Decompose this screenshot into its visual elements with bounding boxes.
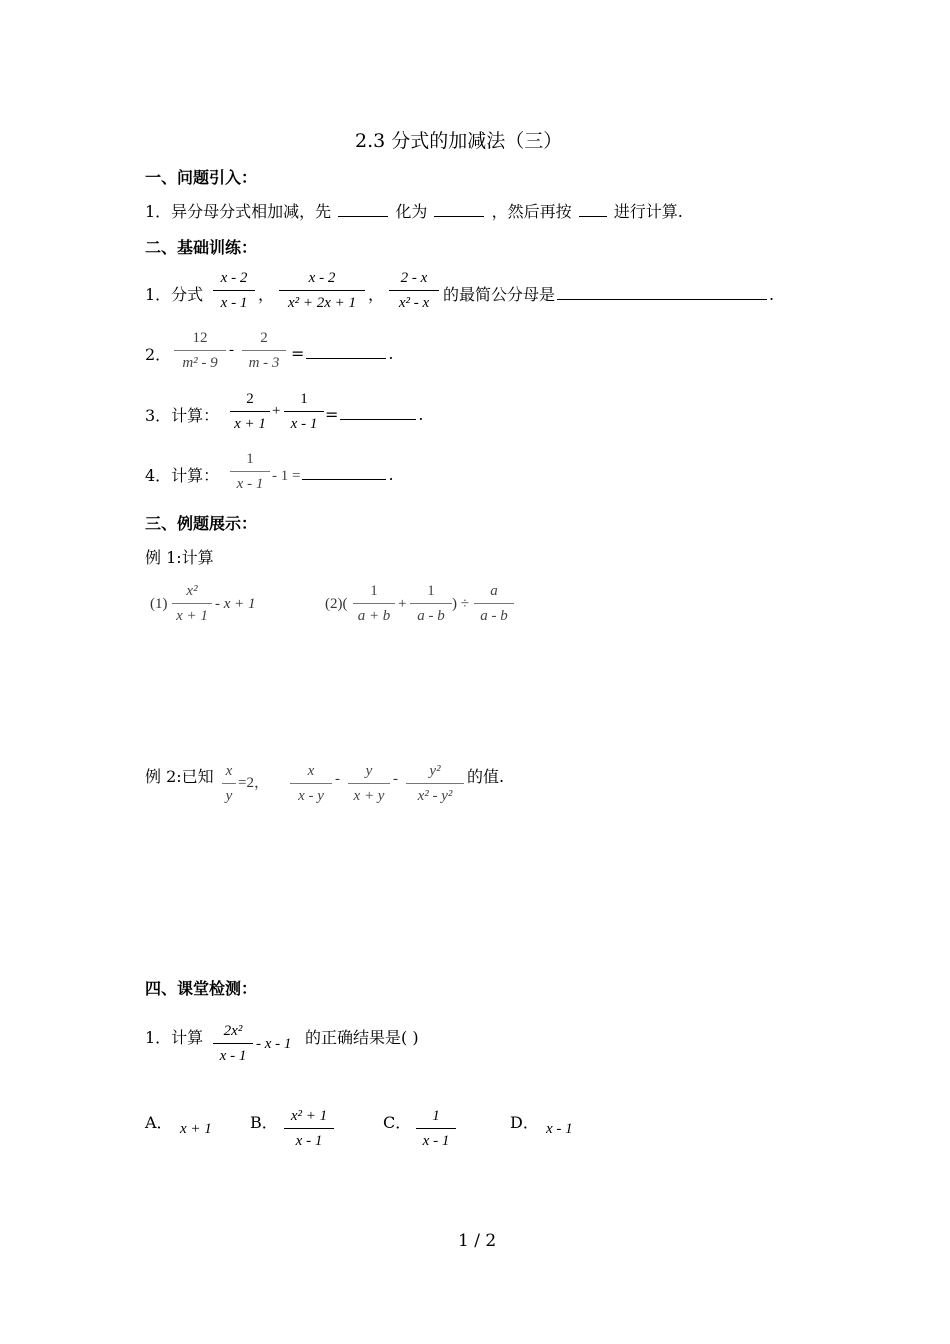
fraction: y² x² - y² <box>406 760 464 807</box>
option-a-value[interactable]: x + 1 <box>180 1121 212 1137</box>
answer-blank[interactable] <box>557 283 767 300</box>
divide-sign: ) ÷ <box>452 596 469 612</box>
q-text: . <box>388 465 394 484</box>
fraction: 1 a + b <box>353 580 395 627</box>
q-text: - 1 = <box>272 468 301 484</box>
q-text: 的最简公分母是 <box>443 285 556 304</box>
fraction: 1 a - b <box>410 580 452 627</box>
example-2-prefix: 例 2:已知 <box>145 767 214 786</box>
separator: ， <box>368 285 385 304</box>
expression-tail: - x + 1 <box>215 596 256 612</box>
plus-sign: + <box>272 403 281 419</box>
check-q1-prefix: 1．计算 <box>145 1028 204 1047</box>
fraction: y x + y <box>348 760 390 807</box>
q-text: 化为 <box>395 202 428 221</box>
option-c-label[interactable]: C． <box>383 1113 412 1132</box>
option-b-label[interactable]: B． <box>250 1113 278 1132</box>
fraction: 2x² x - 1 <box>213 1020 253 1067</box>
answer-blank[interactable] <box>338 200 388 217</box>
q-text: . <box>418 405 424 424</box>
expression-tail: - x - 1 <box>256 1036 292 1052</box>
q-text: = <box>325 405 339 424</box>
basic-q3-answer <box>325 403 424 424</box>
option-d-value[interactable]: x - 1 <box>546 1121 573 1137</box>
fraction: 2 m - 3 <box>242 327 286 374</box>
section-heading-basic: 二、基础训练： <box>145 238 258 257</box>
fraction: x - 2 x² + 2x + 1 <box>279 267 365 314</box>
minus-sign: - <box>335 771 340 787</box>
answer-blank[interactable] <box>306 342 386 359</box>
option-b-fraction[interactable]: x² + 1 x - 1 <box>284 1105 334 1152</box>
fraction: x x - y <box>290 760 332 807</box>
given-value: =2， <box>238 775 269 791</box>
q-text: = <box>291 344 305 363</box>
page-title: 2.3 分式的加减法（三） <box>355 130 563 152</box>
fraction: 2 x + 1 <box>230 388 270 435</box>
plus-sign: + <box>398 596 407 612</box>
page-number: 1 / 2 <box>458 1231 497 1251</box>
basic-q4-answer <box>272 463 394 485</box>
section-heading-intro: 一、问题引入： <box>145 168 258 187</box>
fraction: x² x + 1 <box>172 580 212 627</box>
answer-blank[interactable] <box>302 463 386 480</box>
part-label: (1) <box>150 596 168 612</box>
q-text: 1．异分母分式相加减，先 <box>145 202 332 221</box>
separator: ， <box>258 285 275 304</box>
section-heading-examples: 三、例题展示： <box>145 514 258 533</box>
fraction: x y <box>222 760 236 807</box>
section-heading-check: 四、课堂检测： <box>145 979 258 998</box>
fraction: 12 m² - 9 <box>174 327 226 374</box>
basic-q1-suffix <box>443 282 774 305</box>
basic-q3-prefix: 3．计算： <box>145 406 220 425</box>
option-a-label[interactable]: A． <box>145 1113 173 1132</box>
answer-blank[interactable] <box>579 200 607 217</box>
option-c-fraction[interactable]: 1 x - 1 <box>416 1105 456 1152</box>
q-text: 进行计算. <box>613 202 683 221</box>
fraction: a a - b <box>474 580 514 627</box>
q-text: ，然后再按 <box>491 202 572 221</box>
q-text: . <box>769 285 775 304</box>
fraction: x - 2 x - 1 <box>213 267 255 314</box>
fraction: 1 x - 1 <box>230 448 270 495</box>
check-q1-suffix: 的正确结果是( ) <box>305 1028 419 1047</box>
example-1-label: 例 1:计算 <box>145 548 214 567</box>
part-label: (2)( <box>325 596 348 612</box>
q-text: . <box>388 344 394 363</box>
answer-blank[interactable] <box>434 200 484 217</box>
basic-q2-prefix: 2． <box>145 345 172 364</box>
intro-question-1 <box>145 199 683 222</box>
basic-q4-prefix: 4．计算： <box>145 466 220 485</box>
example-2-suffix: 的值. <box>467 767 505 786</box>
minus-sign: - <box>229 342 234 358</box>
fraction: 2 - x x² - x <box>389 267 439 314</box>
option-d-label[interactable]: D． <box>510 1113 539 1132</box>
basic-q1-prefix: 1．分式 <box>145 285 204 304</box>
basic-q2-answer <box>291 342 394 363</box>
minus-sign: - <box>393 771 398 787</box>
answer-blank[interactable] <box>340 403 416 420</box>
fraction: 1 x - 1 <box>284 388 324 435</box>
